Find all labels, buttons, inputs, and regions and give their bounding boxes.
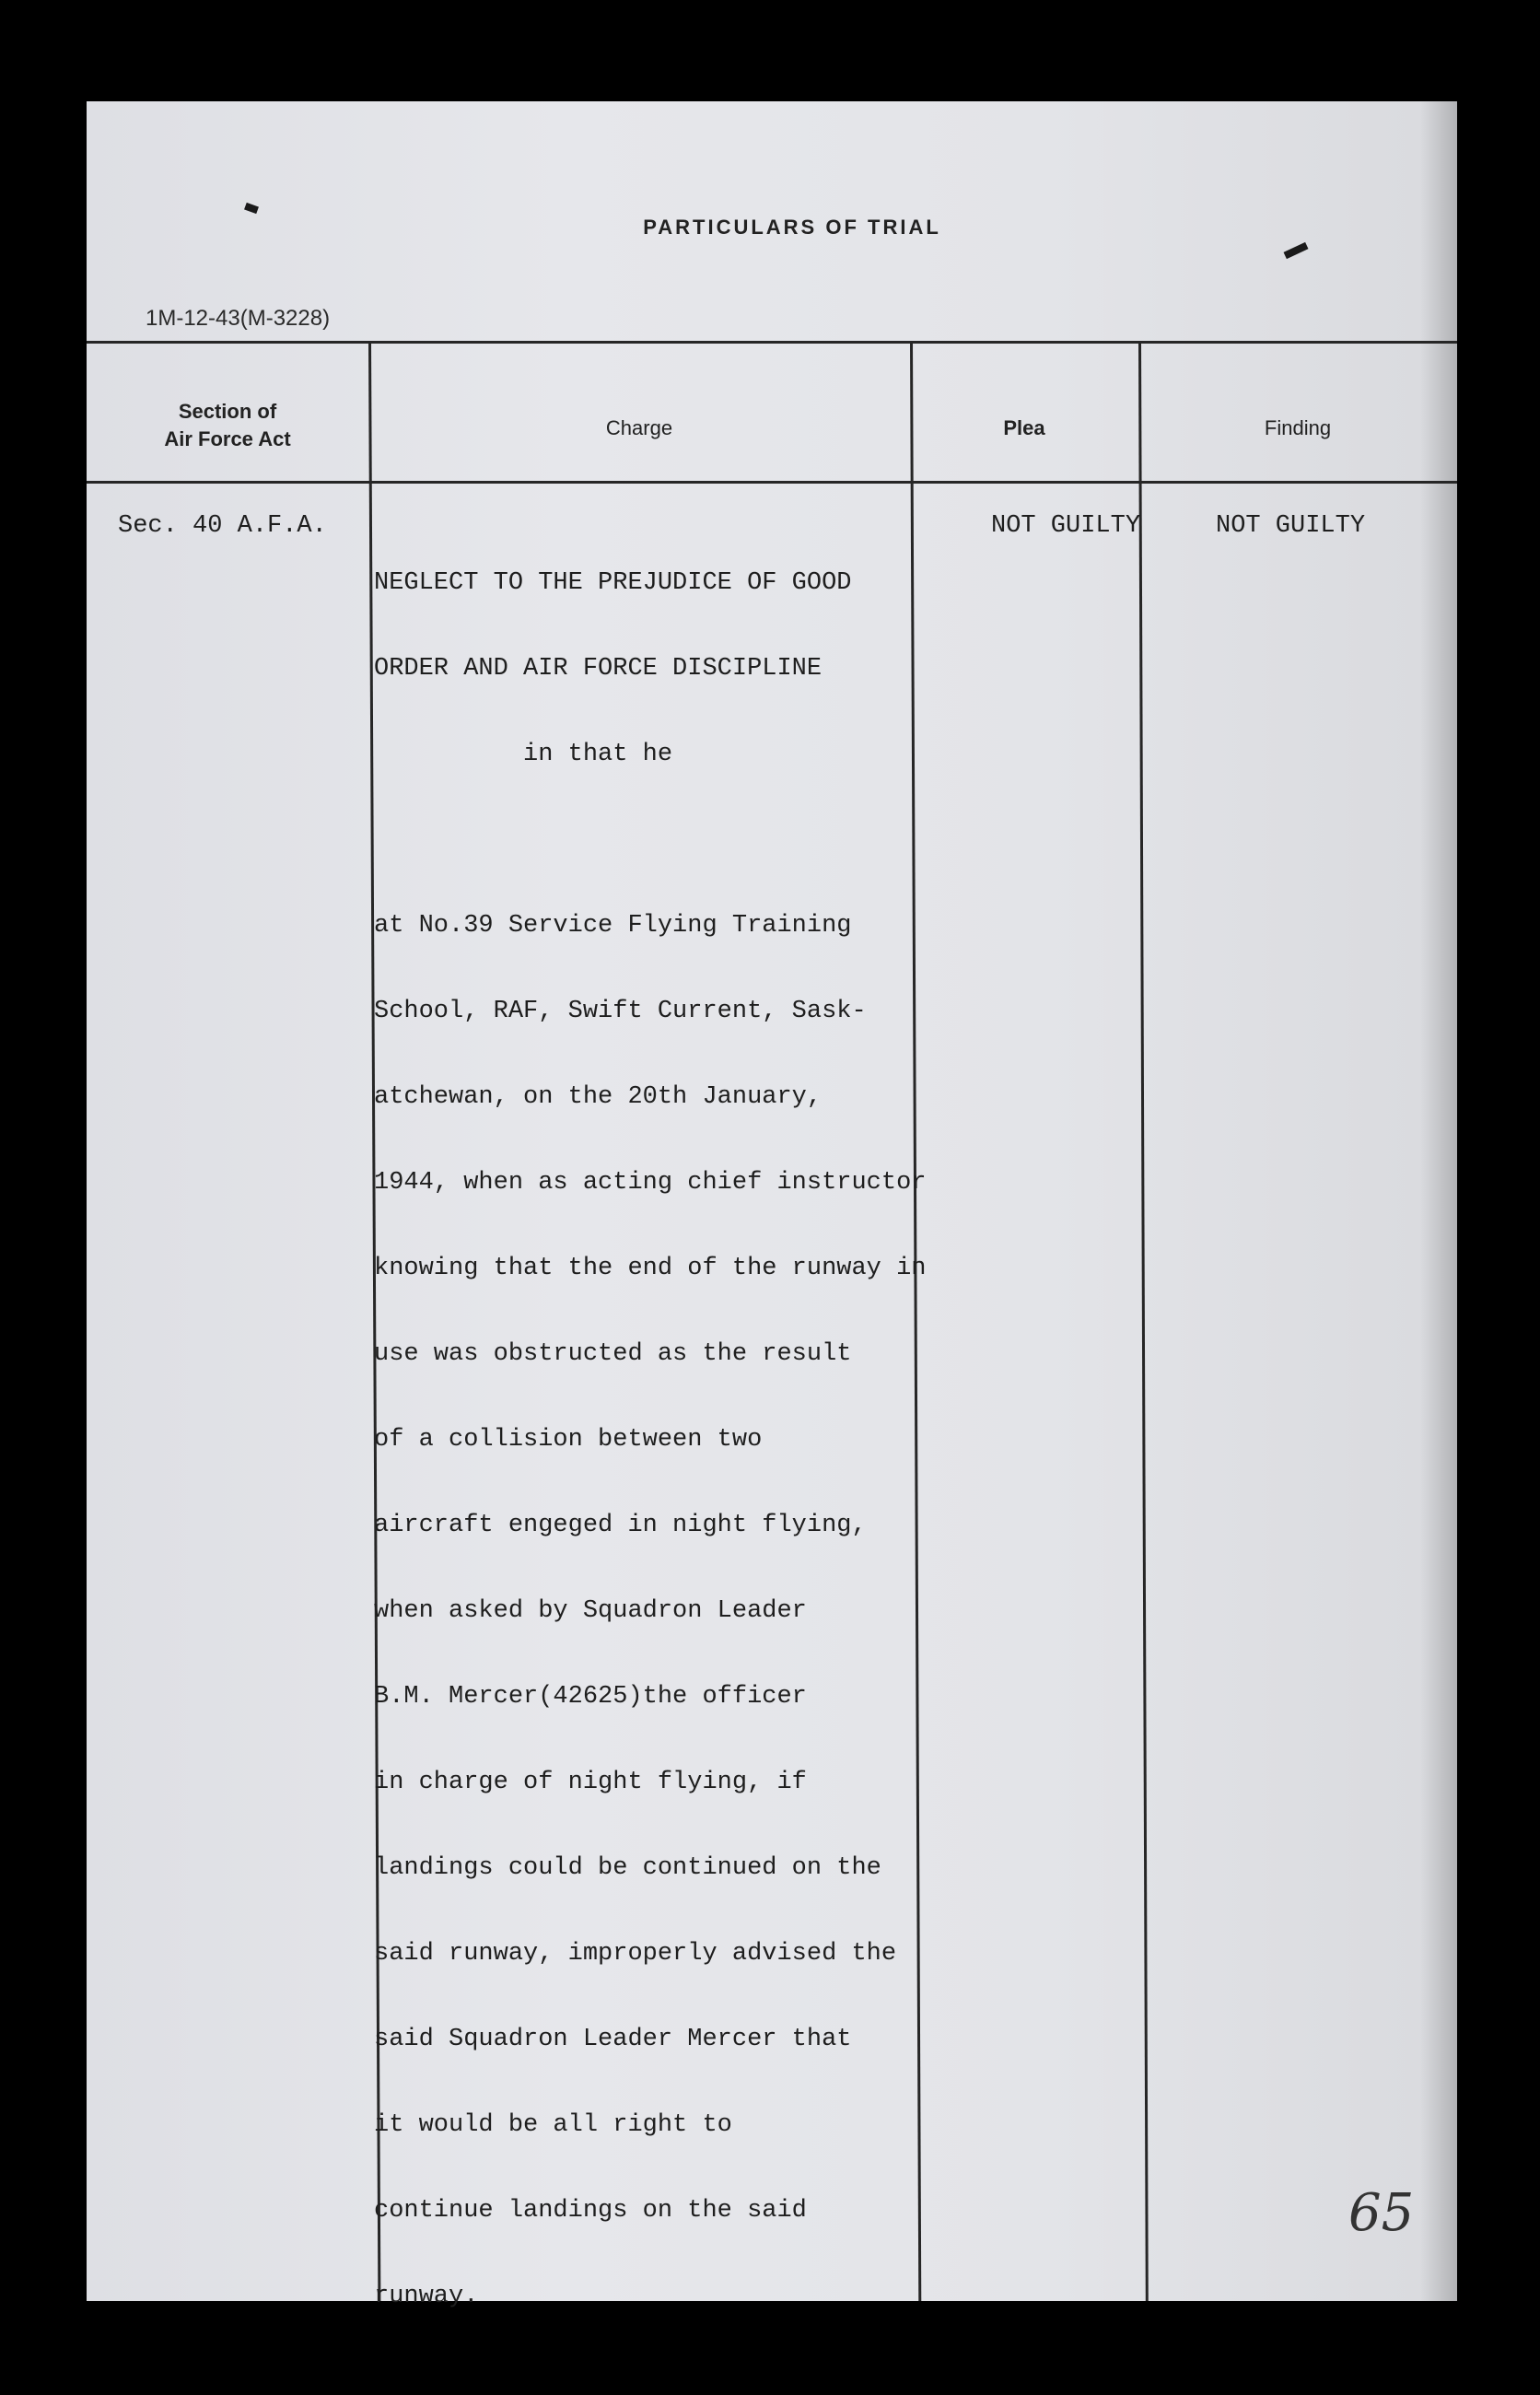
charge-line: when asked by Squadron Leader — [374, 1597, 807, 1625]
charge-line: atchewan, on the 20th January, — [374, 1083, 822, 1111]
header-finding: Finding — [1264, 416, 1332, 439]
ink-mark-right — [1284, 242, 1309, 259]
charge-line — [374, 826, 927, 855]
header-section-line1: Section of — [178, 400, 277, 423]
charge-line: of a collision between two — [374, 1426, 763, 1454]
form-number: 1M-12-43(M-3228) — [146, 306, 331, 331]
ink-mark-left — [244, 203, 259, 214]
charge-line: at No.39 Service Flying Training — [374, 912, 852, 940]
charge-line: aircraft engeged in night flying, — [374, 1512, 867, 1539]
column-divider-3 — [1138, 341, 1149, 2301]
document-title: PARTICULARS OF TRIAL — [643, 216, 941, 239]
row-charge — [374, 512, 927, 2368]
charge-line: B.M. Mercer(42625)the officer — [374, 1683, 807, 1711]
charge-line: 1944, when as acting chief instructor — [374, 1169, 927, 1197]
charge-line: said runway, improperly advised the — [374, 1940, 897, 1968]
handwritten-page-number: 65 — [1348, 2183, 1415, 2243]
table-top-rule — [87, 341, 1457, 344]
charge-line: continue landings on the said — [374, 2197, 807, 2225]
charge-line: ORDER AND AIR FORCE DISCIPLINE — [374, 655, 822, 683]
header-section — [87, 398, 368, 453]
charge-line: NEGLECT TO THE PREJUDICE OF GOOD — [374, 569, 852, 597]
row-section: Sec. 40 A.F.A. — [118, 512, 327, 540]
row-finding: NOT GUILTY — [1216, 512, 1366, 540]
charge-line: in charge of night flying, if — [374, 1769, 807, 1796]
charge-line: said Squadron Leader Mercer that — [374, 2026, 852, 2053]
header-bottom-rule — [87, 481, 1457, 484]
charge-line: runway. — [374, 2283, 479, 2310]
charge-line: knowing that the end of the runway in — [374, 1255, 927, 1282]
charge-line: landings could be continued on the — [374, 1854, 881, 1882]
charge-line: it would be all right to — [374, 2111, 732, 2139]
charge-line: in that he — [374, 741, 673, 768]
header-plea: Plea — [1003, 416, 1045, 439]
document-page — [87, 101, 1457, 2310]
row-plea: NOT GUILTY — [991, 512, 1141, 540]
charge-line: use was obstructed as the result — [374, 1340, 852, 1368]
header-section-line2: Air Force Act — [164, 427, 291, 450]
charge-line: School, RAF, Swift Current, Sask- — [374, 998, 867, 1025]
header-charge: Charge — [605, 416, 673, 439]
